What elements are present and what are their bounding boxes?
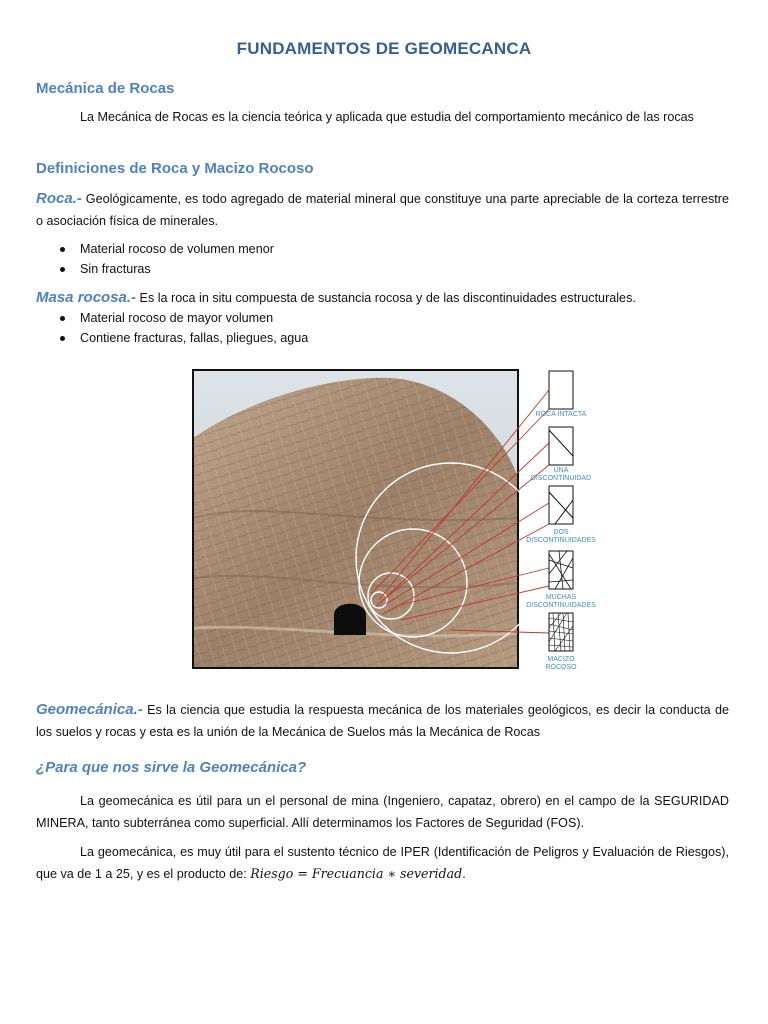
roca-bullet-list: [36, 239, 274, 279]
iper-end: .: [462, 867, 466, 881]
tunnel-entrance: [334, 604, 366, 635]
paragraph-iper: [36, 841, 729, 885]
list-item: Contiene fracturas, fallas, pliegues, agua: [36, 328, 308, 348]
paragraph-mecanica-de-rocas: La Mecánica de Rocas es la ciencia teórica y aplicada que estudia del comportamiento mecánico de las rocas: [80, 110, 694, 124]
label-macizo-1: MACIZO: [547, 656, 575, 663]
label-dos-2: DISCONTINUIDADES: [526, 537, 596, 544]
rock-mass-figure: [191, 368, 596, 670]
heading-para-que: ¿Para que nos sirve la Geomecánica?: [36, 759, 307, 776]
term-masa-rocosa: Masa rocosa.-: [36, 289, 137, 306]
label-una-1: UNA: [553, 467, 569, 474]
paragraph-masa-rocosa: [36, 287, 729, 309]
masa-rocosa-bullet-list: [36, 308, 308, 348]
heading-definiciones: Definiciones de Roca y Macizo Rocoso: [36, 160, 314, 177]
list-item: Material rocoso de mayor volumen: [36, 308, 308, 328]
term-geomecanica: Geomecánica.-: [36, 701, 143, 718]
roca-definition: Geológicamente, es todo agregado de material mineral que constituye una parte apreciable de la corteza terrestre o asociación física de minerales.: [36, 192, 729, 228]
document-title: FUNDAMENTOS DE GEOMECANCA: [236, 39, 532, 58]
geomecanica-definition: Es la ciencia que estudia la respuesta mecánica de los materiales geológicos, es decir la conducta de los suelos y rocas y esta es la unión de la Mecánica de Suelos más la Mecánica de Rocas: [36, 703, 729, 739]
risk-formula: Riesgo = Frecuancia ∗ severidad: [250, 866, 463, 881]
label-macizo-2: ROCOSO: [545, 664, 577, 670]
paragraph-seguridad: La geomecánica es útil para un el personal de mina (Ingeniero, capataz, obrero) en el campo de la SEGURIDAD MINERA, tanto subterránea como superficial. Allí determinamos los Factores de Seguridad (FOS).: [36, 794, 729, 830]
list-item: Sin fracturas: [36, 259, 274, 279]
term-roca: Roca.-: [36, 190, 82, 207]
heading-mecanica-de-rocas: Mecánica de Rocas: [36, 80, 175, 97]
label-roca-intacta: ROCA INTACTA: [535, 411, 587, 418]
masa-rocosa-definition: Es la roca in situ compuesta de sustancia rocosa y de las discontinuidades estructurales.: [136, 291, 636, 305]
label-muchas-1: MUCHAS: [545, 594, 577, 601]
iper-text: La geomecánica, es muy útil para el sustento técnico de IPER (Identificación de Peligros y Evaluación de Riesgos), que va de 1 a 25, y es el producto de:: [36, 845, 729, 881]
label-dos-1: DOS: [553, 529, 569, 536]
label-una-2: DISCONTINUIDAD: [530, 475, 592, 482]
paragraph-geomecanica: [36, 699, 729, 743]
list-item: Material rocoso de volumen menor: [36, 239, 274, 259]
paragraph-roca: [36, 188, 729, 232]
label-muchas-2: DISCONTINUIDADES: [526, 602, 596, 609]
